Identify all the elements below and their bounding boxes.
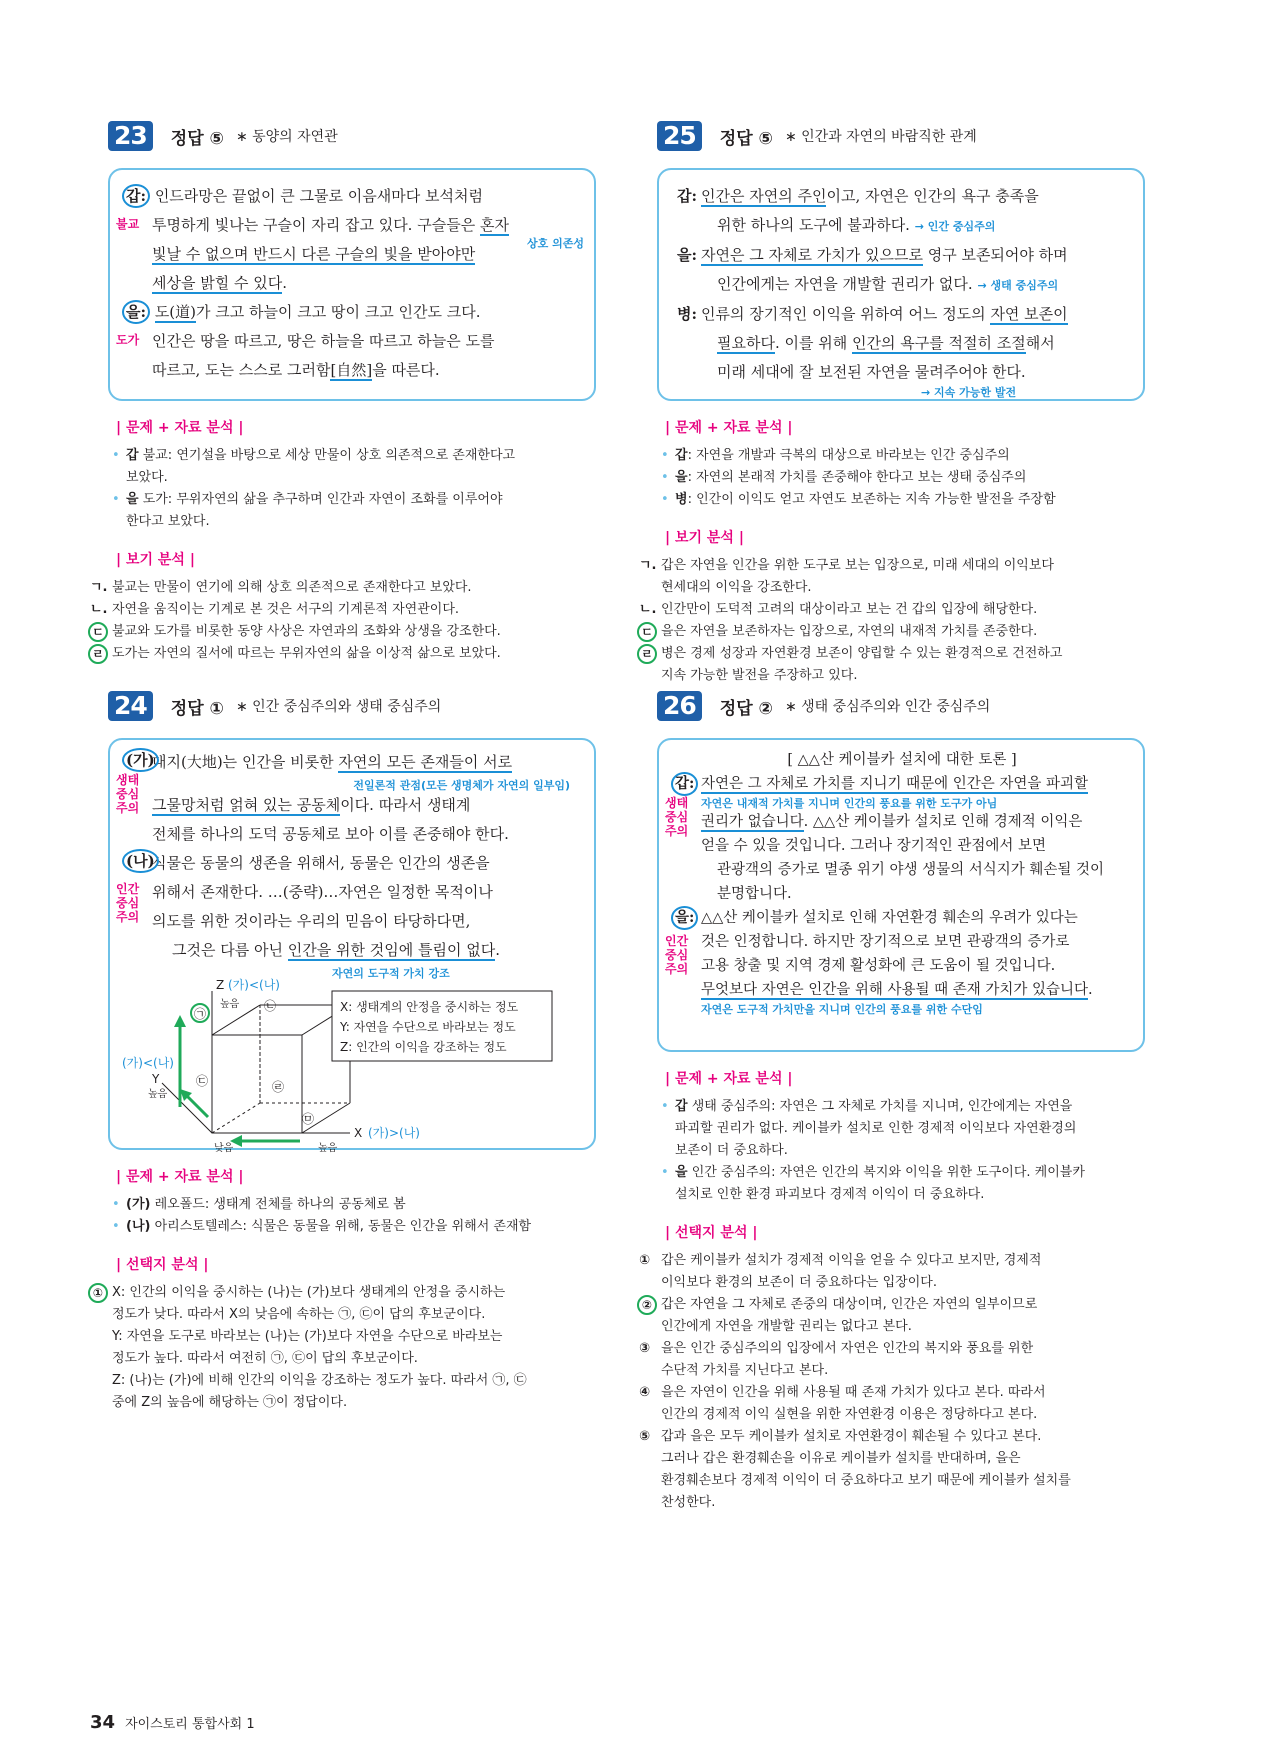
option-text: 현세대의 이익을 강조한다. [661,580,812,595]
underlined-text: 자연은 그 자체로 가치를 지니기 때문에 인간은 자연을 파괴할 [701,776,1089,792]
speaker-gap: 갑: [677,187,698,205]
option-marker-correct: ② [637,1295,657,1315]
right-column [639,118,1147,1510]
bullet-text: : 자연을 개발과 극복의 대상으로 바라보는 인간 중심주의 [687,448,1010,463]
underlined-text: 빛날 수 없으며 반드시 다른 구슬의 빛을 받아야만 [152,245,476,263]
bullet-text: 보았다. [126,470,168,485]
section-title: | 선택지 분석 | [665,1225,758,1241]
bullet-text: 불교: 연기설을 바탕으로 세상 만물이 상호 의존적으로 존재한다고 [138,448,516,463]
bullet-text: : 인간이 이익도 얻고 자연도 보존하는 지속 가능한 발전을 주장함 [687,492,1056,507]
option-marker-correct: ㄷ [637,622,657,642]
question-25 [639,118,1147,687]
z-high: 높음 [220,999,240,1010]
question-number: 24 [108,691,153,721]
passage-line: 가 크고 하늘이 크고 땅이 크고 인간도 크다. [196,303,481,321]
answer: 정답 ⑤ [170,128,224,149]
bullet-text: 파괴할 권리가 없다. 케이블카 설치로 인한 경제적 이익보다 자연환경의 [675,1121,1077,1136]
speaker-ga: (가) [122,748,159,772]
option-text: 갑은 자연을 인간을 위한 도구로 보는 입장으로, 미래 세대의 이익보다 [661,558,1054,573]
passage-line: . 이를 위해 [774,334,853,352]
question-number: 26 [657,691,702,721]
option-text: 병은 경제 성장과 자연환경 보존이 양립할 수 있는 환경적으로 건전하고 [661,646,1063,661]
option-text: 그러나 갑은 환경훼손을 이유로 케이블카 설치를 반대하며, 을은 [661,1451,1021,1466]
passage-line: 분명합니다. [717,886,792,902]
option-marker-correct: ㄷ [88,622,108,642]
thought-tag: 도가 [116,333,140,347]
option-text: 중에 Z의 높음에 해당하는 ㉠이 정답이다. [112,1395,348,1410]
annotation: 상호 의존성 [527,237,584,250]
bullet-text: 설치로 인한 환경 파괴보다 경제적 이익이 더 중요하다. [675,1187,985,1202]
underlined-text: 혼자 [479,216,509,234]
z-axis-label: Z [216,978,225,992]
bullet-text: : 자연의 본래적 가치를 존중해야 한다고 보는 생태 중심주의 [687,470,1027,485]
passage-line: . △△산 케이블카 설치로 인해 경제적 이익은 [803,814,1083,830]
underlined-text: 인간의 욕구를 적절히 조절 [852,334,1026,352]
option-text: 을은 자연을 보존하자는 입장으로, 자연의 내재적 가치를 존중한다. [661,624,1038,639]
book-title: 자이스토리 통합사회 1 [125,1717,255,1732]
speaker-byeong: 병: [677,305,698,323]
thought-tag: 인간 중심 주의 [665,934,689,976]
question-header [108,688,598,724]
topic: ∗ 인간과 자연의 바람직한 관계 [784,129,977,145]
annotation: → 생태 중심주의 [977,279,1059,292]
speaker-eul: 을: [671,906,698,930]
underlined-text: 무엇보다 자연은 인간을 위해 사용될 때 존재 가치가 있습니다 [701,982,1089,998]
option-text: 갑은 자연을 그 자체로 존중의 대상이며, 인간은 자연의 일부이므로 [661,1297,1038,1312]
topic: ∗ 인간 중심주의와 생태 중심주의 [235,699,442,715]
x-axis-label: X [354,1126,363,1140]
bullet-speaker: (가) [126,1197,151,1212]
passage-box [657,168,1145,401]
bullet-speaker: 을 [675,470,688,485]
analysis-list [657,1096,1147,1206]
question-number: 23 [108,121,153,151]
option-marker: ㄱ. [90,580,108,595]
answer: 정답 ① [170,698,224,719]
option-list [639,555,1147,687]
question-header [657,688,1147,724]
bullet-speaker: 을 [675,1165,688,1180]
option-text: 지속 가능한 발전을 주장하고 있다. [661,668,858,683]
option-list [90,577,598,665]
thought-tag: 인간 중심 주의 [116,882,140,924]
annotation: 자연은 내재적 가치를 지니며 인간의 풍요를 위한 도구가 아님 [701,797,998,810]
speaker-gap: 갑: [122,184,150,208]
option-text: 도가는 자연의 질서에 따르는 무위자연의 삶을 이상적 삶으로 보았다. [112,646,501,661]
passage-line: 위한 하나의 도구에 불과하다. [717,216,910,234]
point-b: ㉡ [264,999,277,1013]
section-title: | 보기 분석 | [665,530,744,546]
passage-line: 이다. 따라서 생태계 [340,796,471,814]
speaker-gap: 갑: [671,772,698,796]
question-24 [92,688,598,1414]
question-number: 25 [657,121,702,151]
bullet-speaker: 병 [675,492,688,507]
option-text: 을은 자연이 인간을 위해 사용될 때 존재 가치가 있다고 본다. 따라서 [661,1385,1046,1400]
option-marker: ㄴ. [639,602,657,617]
passage-box [108,168,596,401]
option-marker-correct: ㄹ [637,644,657,664]
underlined-text: 권리가 없습니다 [701,814,804,830]
underlined-text: 자연의 모든 존재들이 서로 [338,753,513,771]
passage-line: 것은 인정합니다. 하지만 장기적으로 보면 관광객의 증가로 [701,934,1070,950]
passage-box [108,738,596,1154]
x-low: 낮음 [214,1143,234,1154]
answer: 정답 ⑤ [719,128,773,149]
passage-line: 인간은 땅을 따르고, 땅은 하늘을 따르고 하늘은 도를 [152,332,495,350]
option-marker: ④ [639,1385,651,1400]
option-text: 갑과 을은 모두 케이블카 설치로 자연환경이 훼손될 수 있다고 본다. [661,1429,1042,1444]
passage-line: 따르고, 도는 스스로 그러함 [152,361,331,379]
period: . [282,274,288,292]
point-e: ㉤ [302,1112,315,1126]
period: . [495,941,500,959]
3d-axis-figure [122,977,562,1163]
question-header [657,118,1147,154]
underlined-text: 자연은 그 자체로 가치가 있으므로 [701,246,923,264]
underlined-text: [自然] [330,361,373,379]
section-title: | 문제 + 자료 분석 | [116,1169,244,1185]
option-marker: ⑤ [639,1429,651,1444]
passage-line: 고용 창출 및 지역 경제 활성화에 큰 도움이 될 것입니다. [701,958,1056,974]
z-axis-note: (가)<(나) [228,978,280,992]
debate-title: [ △△산 케이블카 설치에 대한 토론 ] [787,752,1017,768]
left-column [90,118,598,1410]
bullet-text: 도가: 무위자연의 삶을 추구하며 인간과 자연이 조화를 이루어야 [138,492,503,507]
legend-x: X: 생태계의 안정을 중시하는 정도 [340,1000,519,1014]
option-text: X: 인간의 이익을 중시하는 (나)는 (가)보다 생태계의 안정을 중시하는 [112,1285,506,1300]
passage-line: 미래 세대에 잘 보전된 자연을 물려주어야 한다. [717,363,1026,381]
speaker-eul: 을: [122,300,150,324]
passage-line: 그것은 다름 아닌 [172,941,288,959]
point-d: ㉣ [272,1080,285,1094]
option-text: Y: 자연을 도구로 바라보는 (나)는 (가)보다 자연을 수단으로 바라보는 [112,1329,503,1344]
option-marker: ③ [639,1341,651,1356]
option-marker-correct: ㄹ [88,644,108,664]
bullet-text: 레오폴드: 생태계 전체를 하나의 공동체로 봄 [150,1197,406,1212]
bullet-text: 한다고 보았다. [126,514,210,529]
section-title: | 문제 + 자료 분석 | [116,420,244,436]
bullet-speaker: 갑 [126,448,139,463]
thought-tag: 생태 중심 주의 [116,773,140,815]
underlined-text: 인간을 위한 것임에 틀림이 없다 [287,941,496,959]
option-text: 인간만이 도덕적 고려의 대상이라고 보는 건 갑의 입장에 해당한다. [661,602,1038,617]
bullet-text: 생태 중심주의: 자연은 그 자체로 가치를 지니며, 인간에게는 자연을 [687,1099,1073,1114]
passage-line: 영구 보존되어야 하며 [922,246,1068,264]
section-title: | 보기 분석 | [116,552,195,568]
option-list [639,1250,1147,1514]
bullet-text: 아리스토텔레스: 식물은 동물을 위해, 동물은 인간을 위해서 존재함 [150,1219,532,1234]
option-list [90,1282,598,1414]
passage-line: 해서 [1025,334,1055,352]
x-axis-note: (가)>(나) [368,1126,420,1140]
option-marker-correct: ① [88,1283,108,1303]
passage-line: 인드라망은 끝없이 큰 그물로 이음새마다 보석처럼 [154,187,483,205]
passage-line: 이고, 자연은 인간의 욕구 충족을 [826,187,1039,205]
analysis-list [108,445,598,533]
analysis-list [657,445,1147,511]
bullet-speaker: 갑 [675,448,688,463]
speaker-eul: 을: [677,246,698,264]
speaker-na: (나) [122,849,159,873]
answer: 정답 ② [719,698,773,719]
question-26 [639,688,1147,1514]
bullet-speaker: 갑 [675,1099,688,1114]
annotation: 자연은 도구적 가치만을 지니며 인간의 풍요를 위한 수단임 [701,1003,983,1016]
option-text: 자연을 움직이는 기계로 본 것은 서구의 기계론적 자연관이다. [112,602,460,617]
legend-y: Y: 자연을 수단으로 바라보는 정도 [340,1020,516,1034]
annotation: 자연의 도구적 가치 강조 [332,967,450,980]
underlined-text: 필요하다 [717,334,775,352]
underlined-text: 세상을 밝힐 수 있다 [152,274,283,292]
y-high: 높음 [148,1089,168,1100]
bullet-text: 보존이 더 중요하다. [675,1143,788,1158]
option-text: 이익보다 환경의 보존이 더 중요하다는 입장이다. [661,1275,937,1290]
passage-line: 식물은 동물의 생존을 위해서, 동물은 인간의 생존을 [152,854,490,872]
passage-line: 을 따른다. [372,361,440,379]
legend-z: Z: 인간의 이익을 강조하는 정도 [340,1040,507,1054]
analysis-list [108,1194,598,1238]
page-footer [90,1712,255,1733]
option-text: 환경훼손보다 경제적 이익이 더 중요하다고 보기 때문에 케이블카 설치를 [661,1473,1071,1488]
passage-line: 인류의 장기적인 이익을 위하여 어느 정도의 [701,305,991,323]
passage-line: △△산 케이블카 설치로 인해 자연환경 훼손의 우려가 있다는 [701,910,1078,926]
y-axis-label: Y [152,1072,160,1086]
y-axis-note: (가)<(나) [122,1056,174,1070]
passage-box [657,738,1145,1052]
option-marker: ① [639,1253,651,1268]
x-high: 높음 [318,1143,338,1154]
section-title: | 문제 + 자료 분석 | [665,420,793,436]
section-title: | 문제 + 자료 분석 | [665,1071,793,1087]
passage-line: 의도를 위한 것이라는 우리의 믿음이 타당하다면, [152,912,471,930]
page-number: 34 [90,1712,116,1733]
bullet-speaker: 을 [126,492,139,507]
bullet-text: 인간 중심주의: 자연은 인간의 복지와 이익을 위한 도구이다. 케이블카 [687,1165,1085,1180]
passage-line: 대지(大地)는 인간을 비롯한 [152,753,339,771]
passage-line: 위해서 존재한다. …(중략)…자연은 일정한 목적이나 [152,883,493,901]
annotation: → 인간 중심주의 [914,220,996,233]
option-text: Z: (나)는 (가)에 비해 인간의 이익을 강조하는 정도가 높다. 따라서 ㉠, ㉢ [112,1373,527,1388]
period: . [1088,982,1093,998]
annotation: 전일론적 관점(모든 생명체가 자연의 일부임) [353,779,570,792]
bullet-speaker: (나) [126,1219,151,1234]
underlined-text: 그물망처럼 얽혀 있는 공동체 [152,796,341,814]
passage-line: 전체를 하나의 도덕 공동체로 보아 이를 존중해야 한다. [152,825,509,843]
option-text: 불교는 만물이 연기에 의해 상호 의존적으로 존재한다고 보았다. [112,580,472,595]
option-text: 갑은 케이블카 설치가 경제적 이익을 얻을 수 있다고 보지만, 경제적 [661,1253,1042,1268]
option-marker: ㄴ. [90,602,108,617]
passage-line: 관광객의 증가로 멸종 위기 야생 생물의 서식지가 훼손될 것이 [717,862,1105,878]
question-header [108,118,598,154]
option-text: 수단적 가치를 지닌다고 본다. [661,1363,829,1378]
underlined-text: 인간은 자연의 주인 [701,187,827,205]
option-text: 인간에게 자연을 개발할 권리는 없다고 본다. [661,1319,912,1334]
question-23 [90,118,598,665]
annotation: → 지속 가능한 발전 [921,386,1017,399]
option-text: 정도가 낮다. 따라서 X의 낮음에 속하는 ㉠, ㉢이 답의 후보군이다. [112,1307,486,1322]
thought-tag: 생태 중심 주의 [665,796,689,838]
topic: ∗ 동양의 자연관 [235,129,338,145]
option-text: 인간의 경제적 이익 실현을 위한 자연환경 이용은 정당하다고 본다. [661,1407,1038,1422]
option-text: 불교와 도가를 비롯한 동양 사상은 자연과의 조화와 상생을 강조한다. [112,624,501,639]
passage-line: 인간에게는 자연을 개발할 권리가 없다. [717,275,973,293]
point-c: ㉢ [196,1074,209,1088]
option-text: 정도가 높다. 따라서 여전히 ㉠, ㉢이 답의 후보군이다. [112,1351,418,1366]
underlined-text: 도(道) [154,303,197,321]
underlined-text: 자연 보존이 [990,305,1068,323]
thought-tag: 불교 [116,217,140,231]
section-title: | 선택지 분석 | [116,1257,209,1273]
passage-line: 투명하게 빛나는 구슬이 자리 잡고 있다. 구슬들은 [152,216,480,234]
passage-line: 얻을 수 있을 것입니다. 그러나 장기적인 관점에서 보면 [701,838,1047,854]
point-a: ㉠ [194,1007,207,1021]
option-marker: ㄱ. [639,558,657,573]
topic: ∗ 생태 중심주의와 인간 중심주의 [784,699,991,715]
option-text: 을은 인간 중심주의의 입장에서 자연은 인간의 복지와 풍요를 위한 [661,1341,1034,1356]
option-text: 찬성한다. [661,1495,716,1510]
